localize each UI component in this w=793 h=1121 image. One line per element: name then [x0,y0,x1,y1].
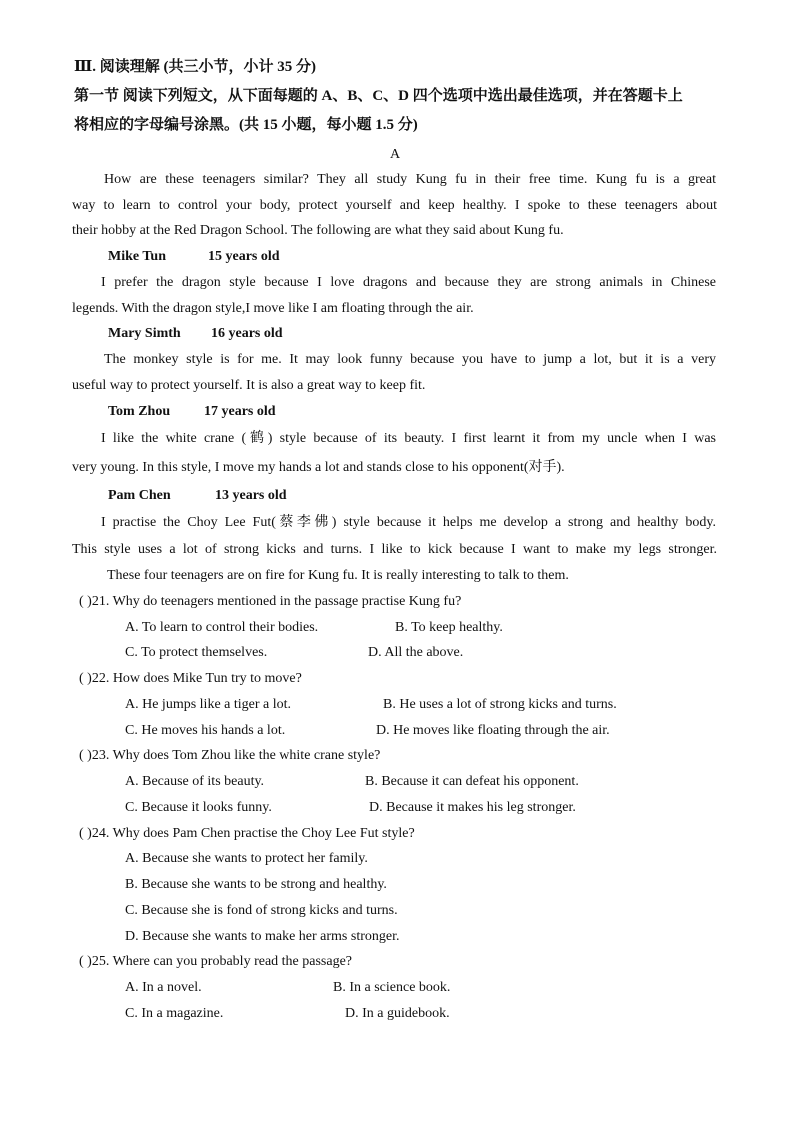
answer-option[interactable]: C. He moves his hands a lot. [125,723,286,738]
answer-option[interactable]: B. Because it can defeat his opponent. [365,774,579,789]
speaker-text-line: legends. With the dragon style,I move like I am floating through the air. [72,301,474,316]
instruction-line-1: 第一节 阅读下列短文，从下面每题的 A、B、C、D 四个选项中选出最佳选项，并在答题卡上 [74,88,683,104]
question-stem: ( )24. Why does Pam Chen practise the Choy Lee Fut style? [79,826,415,841]
question-stem: ( )23. Why does Tom Zhou like the white crane style? [79,748,381,763]
answer-option[interactable]: B. He uses a lot of strong kicks and turns. [383,697,617,712]
speaker-text-line: useful way to protect yourself. It is also a great way to keep fit. [72,378,426,393]
speaker-name: Mike Tun [108,249,166,264]
answer-option[interactable]: D. All the above. [368,645,464,660]
answer-option[interactable]: D. Because it makes his leg stronger. [369,800,576,815]
answer-option[interactable]: C. In a magazine. [125,1006,224,1021]
passage-closing: These four teenagers are on fire for Kung fu. It is really interesting to talk to them. [107,568,569,583]
answer-option[interactable]: A. To learn to control their bodies. [125,620,319,635]
answer-option[interactable]: C. To protect themselves. [125,645,268,660]
question-stem: ( )22. How does Mike Tun try to move? [79,671,302,686]
answer-option[interactable]: B. In a science book. [333,980,451,995]
answer-option[interactable]: B. Because she wants to be strong and healthy. [125,877,387,892]
speaker-name: Mary Simth [108,326,181,341]
answer-option[interactable]: C. Because she is fond of strong kicks and turns. [125,903,398,918]
answer-option[interactable]: D. He moves like floating through the air. [376,723,610,738]
section-title: Ⅲ. 阅读理解 (共三小节，小计 35 分) [74,59,317,75]
answer-option[interactable]: D. Because she wants to make her arms stronger. [125,929,400,944]
speaker-age: 17 years old [204,404,276,419]
passage-intro-line: way to learn to control your body, protect yourself and keep healthy. I spoke to these teenagers about [72,198,717,213]
answer-option[interactable]: C. Because it looks funny. [125,800,272,815]
speaker-text-line: I like the white crane (鹤) style because of its beauty. I first learnt it from my uncle when I was [101,431,716,446]
speaker-text-line: This style uses a lot of strong kicks and turns. I like to kick because I want to make my legs stronger. [72,542,717,557]
answer-option[interactable]: A. Because of its beauty. [125,774,265,789]
speaker-name: Pam Chen [108,488,171,503]
passage-intro-line: How are these teenagers similar? They all study Kung fu in their free time. Kung fu is a great [104,172,716,187]
answer-option[interactable]: D. In a guidebook. [345,1006,450,1021]
question-stem: ( )21. Why do teenagers mentioned in the passage practise Kung fu? [79,594,462,609]
answer-option[interactable]: A. In a novel. [125,980,202,995]
instruction-line-2: 将相应的字母编号涂黑。(共 15 小题，每小题 1.5 分) [74,117,418,133]
speaker-text-line: very young. In this style, I move my hands a lot and stands close to his opponent(对手). [72,460,565,475]
speaker-age: 13 years old [215,488,287,503]
speaker-text-line: I practise the Choy Lee Fut(蔡李佛) style because it helps me develop a strong and healthy body. [101,515,716,530]
speaker-text-line: The monkey style is for me. It may look funny because you have to jump a lot, but it is a very [104,352,716,367]
answer-option[interactable]: A. Because she wants to protect her family. [125,851,368,866]
speaker-name: Tom Zhou [108,404,171,419]
speaker-age: 15 years old [208,249,280,264]
speaker-age: 16 years old [211,326,283,341]
answer-option[interactable]: B. To keep healthy. [395,620,503,635]
answer-option[interactable]: A. He jumps like a tiger a lot. [125,697,292,712]
passage-label: A [390,147,401,162]
speaker-text-line: I prefer the dragon style because I love dragons and because they are strong animals in Chinese [101,275,716,290]
question-stem: ( )25. Where can you probably read the passage? [79,954,353,969]
passage-intro-line: their hobby at the Red Dragon School. The following are what they said about Kung fu. [72,223,564,238]
